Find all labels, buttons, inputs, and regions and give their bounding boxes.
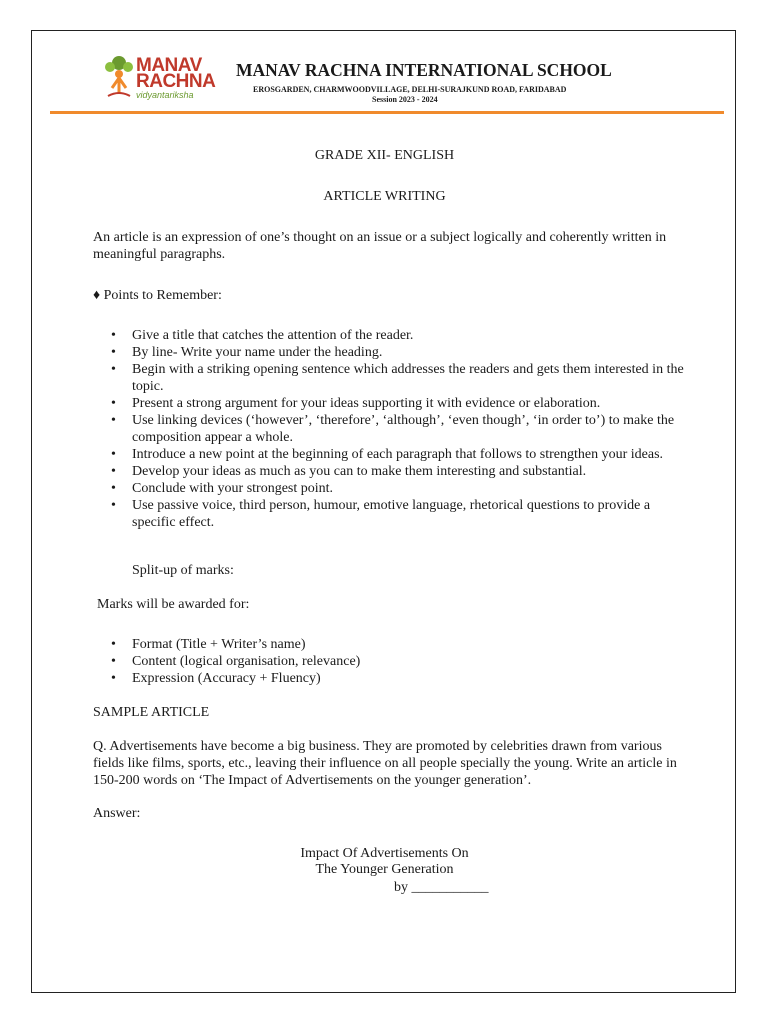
points-heading: ♦ Points to Remember:	[93, 288, 222, 303]
document-page	[31, 30, 736, 993]
list-item: • Expression (Accuracy + Fluency)	[132, 670, 692, 687]
logo-word-manav: MANAV	[136, 55, 202, 76]
list-item: • Conclude with your strongest point.	[132, 480, 692, 497]
logo-word-rachna: RACHNA	[136, 71, 216, 92]
header-divider	[50, 111, 724, 114]
school-logo	[102, 54, 227, 102]
intro-paragraph: An article is an expression of one’s thought on an issue or a subject logically and coherently written in meaningful paragraphs.	[93, 230, 667, 262]
article-title-line2: The Younger Generation	[315, 862, 454, 877]
list-item: • Develop your ideas as much as you can to make them interesting and substantial.	[132, 463, 692, 480]
split-up-label: Split-up of marks:	[132, 563, 234, 578]
sample-heading: SAMPLE ARTICLE	[93, 705, 210, 720]
list-item: • Give a title that catches the attention of the reader.	[132, 327, 692, 344]
list-item: • Present a strong argument for your ideas supporting it with evidence or elaboration.	[132, 395, 692, 412]
list-item: • By line- Write your name under the heading.	[132, 344, 692, 361]
topic-title: ARTICLE WRITING	[323, 189, 446, 204]
list-item: • Content (logical organisation, relevance)	[132, 653, 692, 670]
marks-heading: Marks will be awarded for:	[97, 597, 250, 612]
school-address: EROSGARDEN, CHARMWOODVILLAGE, DELHI-SURAJKUND ROAD, FARIDABAD	[253, 85, 567, 94]
session-label: Session 2023 - 2024	[372, 95, 438, 104]
byline: by ___________	[394, 880, 489, 895]
logo-tagline: vidyantariksha	[136, 90, 194, 100]
grade-title: GRADE XII- ENGLISH	[314, 148, 455, 163]
list-item: • Use passive voice, third person, humour, emotive language, rhetorical questions to provide a specific effect.	[132, 497, 692, 531]
list-item: • Use linking devices (‘however’, ‘therefore’, ‘although’, ‘even though’, ‘in order to’) to make the composition appear a whole.	[132, 412, 692, 446]
answer-label: Answer:	[93, 806, 141, 821]
points-list	[132, 327, 692, 531]
marks-list	[132, 636, 692, 687]
list-item: • Format (Title + Writer’s name)	[132, 636, 692, 653]
school-name: MANAV RACHNA INTERNATIONAL SCHOOL	[236, 60, 612, 80]
tree-emblem-icon	[102, 54, 136, 100]
list-item: • Introduce a new point at the beginning of each paragraph that follows to strengthen your ideas.	[132, 446, 692, 463]
question-paragraph: Q. Advertisements have become a big business. They are promoted by celebrities drawn from various fields like films, sports, etc., leaving their influence on all people specially the young. Write an article in 150-200 words on ‘The Impact of Advertisements on the younger generation’.	[93, 739, 677, 788]
article-title-line1: Impact Of Advertisements On	[300, 846, 469, 861]
list-item: • Begin with a striking opening sentence which addresses the readers and gets them interested in the topic.	[132, 361, 692, 395]
